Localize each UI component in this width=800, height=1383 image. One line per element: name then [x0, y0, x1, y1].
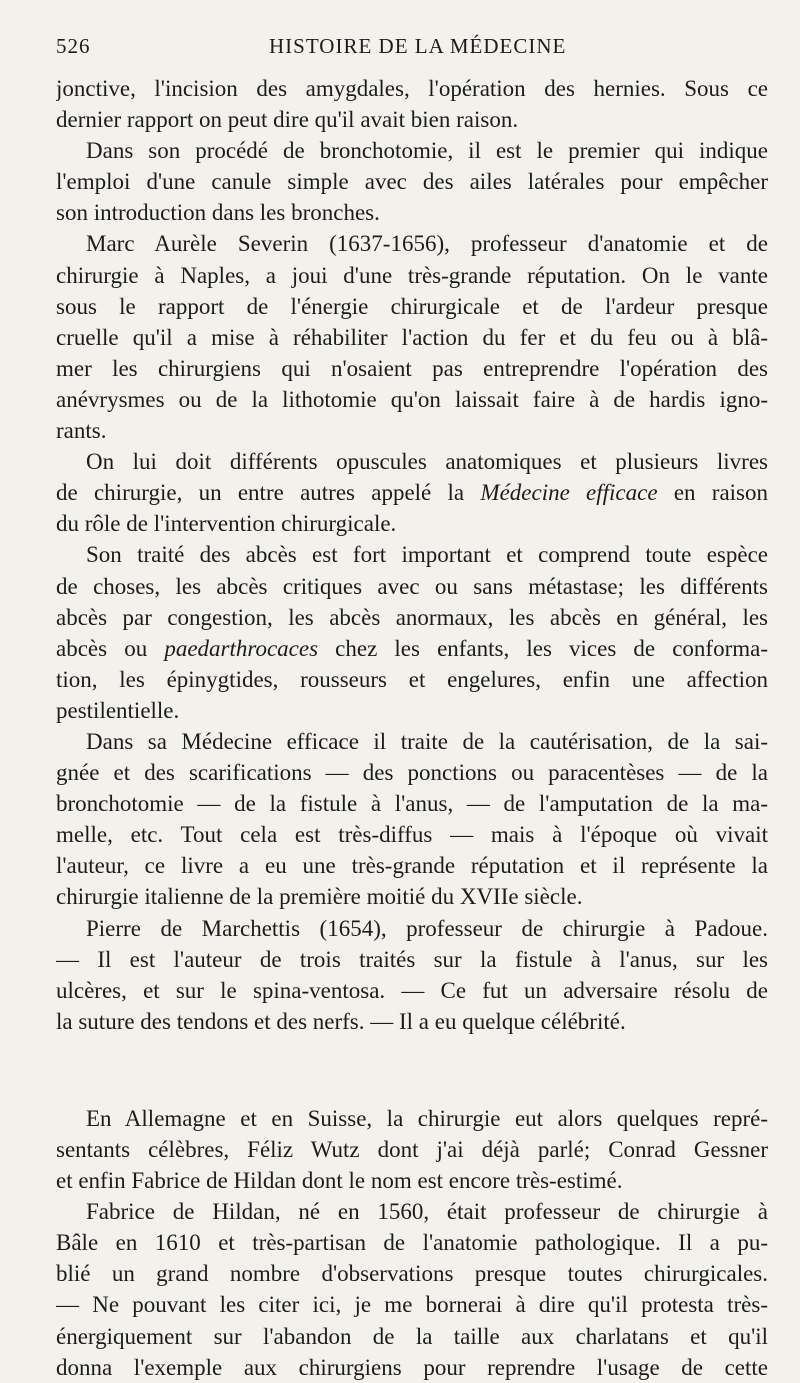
text-run: de chirurgie, un entre autres appelé la — [56, 480, 481, 506]
running-title: HISTOIRE DE LA MÉDECINE — [269, 34, 567, 58]
text-line: — Ne pouvant les citer ici, je me bornerai à dire qu'il protesta très- — [56, 1292, 768, 1318]
text-line — [56, 633, 768, 664]
section-break — [56, 1037, 768, 1103]
text-line: pestilentielle. — [56, 697, 180, 723]
italic-run: paedarthrocaces — [164, 635, 319, 661]
body-text — [56, 73, 768, 1383]
text-line: On lui doit différents opuscules anatomiques et plusieurs livres — [86, 449, 768, 475]
text-line: blié un grand nombre d'observations presque toutes chirurgicales. — [56, 1261, 768, 1287]
text-line: mer les chirurgiens qui n'osaient pas entreprendre l'opération des — [56, 355, 768, 381]
text-line: rants. — [56, 418, 107, 444]
text-line: abcès par congestion, les abcès anormaux, les abcès en général, les — [56, 604, 768, 630]
text-line: melle, etc. Tout cela est très-diffus — mais à l'époque où vivait — [56, 822, 768, 848]
text-line: Son traité des abcès est fort important et comprend toute espèce — [86, 542, 768, 568]
text-line: l'auteur, ce livre a eu une très-grande réputation et il représente la — [56, 853, 768, 879]
italic-run: Médecine efficace — [480, 480, 658, 506]
text-run: chez les enfants, les vices de conforma- — [318, 635, 768, 661]
page-number: 526 — [56, 34, 91, 58]
text-line: chirurgie italienne de la première moitié du XVIIe siècle. — [56, 884, 583, 910]
text-line: Dans son procédé de bronchotomie, il est le premier qui indique — [86, 138, 768, 164]
text-line: sentants célèbres, Féliz Wutz dont j'ai déjà parlé; Conrad Gessner — [56, 1137, 768, 1162]
text-line: cruelle qu'il a mise à réhabiliter l'action du fer et du feu ou à blâ- — [56, 324, 768, 350]
text-line: anévrysmes ou de la lithotomie qu'on laissait faire à de hardis igno- — [56, 386, 768, 412]
text-line: de choses, les abcès critiques avec ou sans métastase; les différents — [56, 573, 768, 599]
text-run: en raison — [657, 480, 768, 506]
text-line: En Allemagne et en Suisse, la chirurgie eut alors quelques repré- — [86, 1105, 768, 1131]
text-line: ulcères, et sur le spina-ventosa. — Ce fut un adversaire résolu de — [56, 977, 768, 1003]
text-line: Bâle en 1610 et très-partisan de l'anatomie pathologique. Il a pu- — [56, 1230, 768, 1256]
text-line: du rôle de l'intervention chirurgicale. — [56, 511, 397, 537]
text-line: Dans sa Médecine efficace il traite de la cautérisation, de la sai- — [86, 728, 768, 754]
text-run: abcès ou — [56, 635, 165, 661]
text-line — [56, 477, 768, 508]
text-line: Fabrice de Hildan, né en 1560, était professeur de chirurgie à — [86, 1199, 768, 1225]
text-line: gnée et des scarifications — des ponctions ou paracentèses — de la — [56, 760, 768, 786]
page-header — [56, 34, 764, 66]
text-line: Marc Aurèle Severin (1637-1656), professeur d'anatomie et de — [86, 231, 768, 257]
text-line: sous le rapport de l'énergie chirurgicale et de l'ardeur presque — [56, 293, 768, 319]
text-line: Pierre de Marchettis (1654), professeur de chirurgie à Padoue. — [86, 915, 768, 941]
text-line: son introduction dans les bronches. — [56, 200, 380, 226]
text-line: énergiquement sur l'abandon de la taille aux charlatans et qu'il — [56, 1323, 768, 1349]
text-line: et enfin Fabrice de Hildan dont le nom est encore très-estimé. — [56, 1168, 623, 1194]
text-line: l'emploi d'une canule simple avec des ailes latérales pour empêcher — [56, 169, 768, 195]
text-line: jonctive, l'incision des amygdales, l'opération des hernies. Sous ce — [56, 76, 768, 101]
text-line: — Il est l'auteur de trois traités sur la fistule à l'anus, sur les — [56, 946, 768, 972]
text-line: donna l'exemple aux chirurgiens pour reprendre l'usage de cette — [56, 1354, 768, 1380]
text-line: bronchotomie — de la fistule à l'anus, — de l'amputation de la ma- — [56, 791, 768, 817]
text-line: chirurgie à Naples, a joui d'une très-grande réputation. On le vante — [56, 262, 768, 288]
text-line: la suture des tendons et des nerfs. — Il a eu quelque célébrité. — [56, 1008, 626, 1034]
text-line: dernier rapport on peut dire qu'il avait bien raison. — [56, 107, 519, 133]
text-line: tion, les épinygtides, rousseurs et engelures, enfin une affection — [56, 666, 768, 692]
